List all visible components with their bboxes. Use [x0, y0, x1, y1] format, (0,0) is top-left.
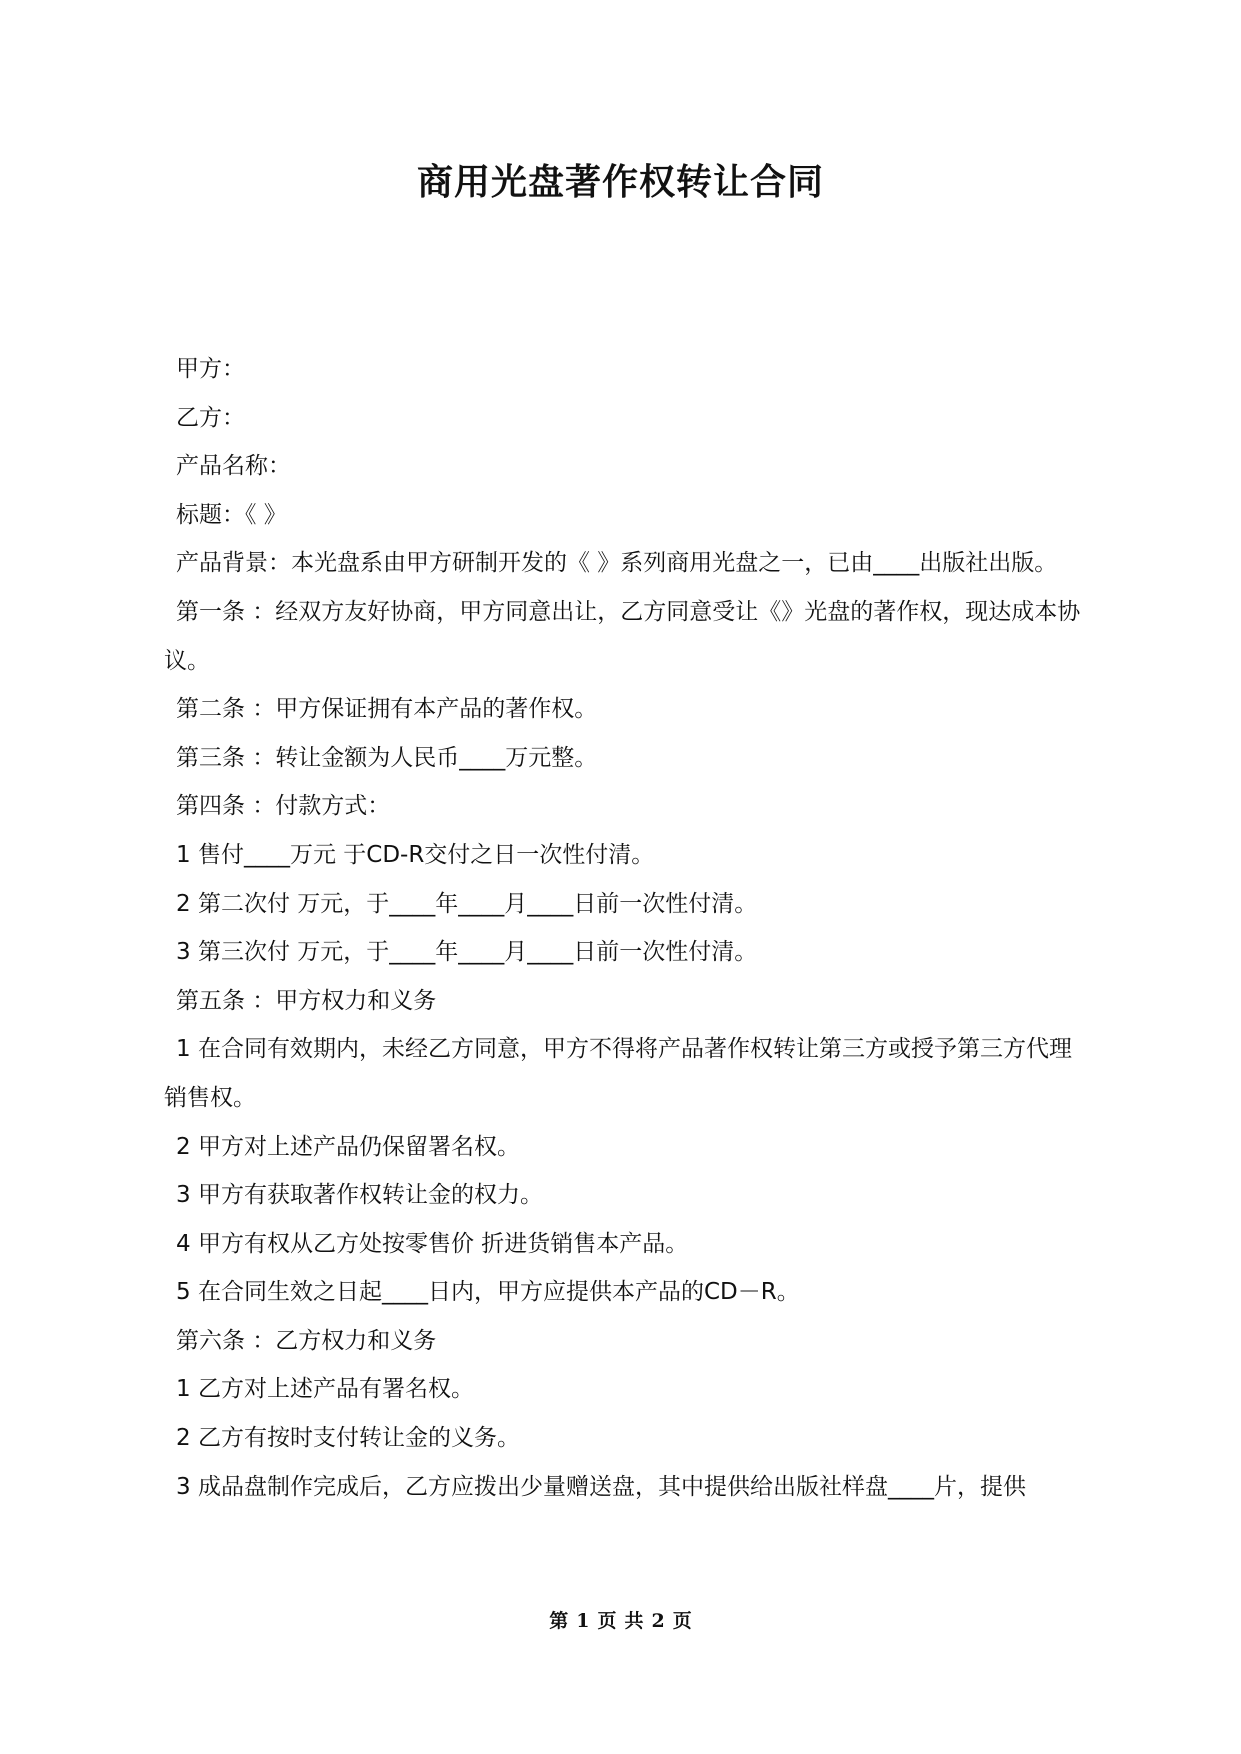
article-6-item-3: 3 成品盘制作完成后，乙方应拨出少量赠送盘，其中提供给出版社样盘____片，提供 — [176, 1473, 1026, 1500]
article-4-heading: 第四条 ：付款方式： — [176, 793, 391, 820]
article-5-item-3: 3 甲方有获取著作权转让金的权力。 — [176, 1182, 543, 1209]
article-1-paragraph: 第一条 ：经双方友好协商，甲方同意出让，乙方同意受让《》光盘的著作权，现达成本协议。 — [164, 598, 1081, 674]
party-b-line: 乙方： — [176, 404, 245, 431]
document-title: 商用光盘著作权转让合同 — [416, 162, 824, 203]
article-5-heading: 第五条 ：甲方权力和义务 — [176, 987, 437, 1014]
product-background-paragraph: 产品背景：本光盘系由甲方研制开发的《 》系列商用光盘之一，已由____出版社出版。 — [176, 550, 1058, 577]
party-a-line: 甲方： — [176, 356, 245, 382]
article-5-item-1: 1 在合同有效期内，未经乙方同意，甲方不得将产品著作权转让第三方或授予第三方代理销售权。 — [164, 1036, 1072, 1111]
footer-label-page-unit: 页 — [597, 1610, 617, 1632]
article-4-item-2: 2 第二次付 万元，于____年____月____日前一次性付清。 — [176, 890, 758, 917]
article-3-paragraph: 第三条 ：转让金额为人民币____万元整。 — [176, 744, 598, 771]
article-5-item-2: 2 甲方对上述产品仍保留署名权。 — [176, 1133, 520, 1160]
footer-label-page: 第 — [549, 1610, 569, 1632]
article-6-item-1: 1 乙方对上述产品有署名权。 — [176, 1376, 474, 1403]
article-6-heading: 第六条 ：乙方权力和义务 — [176, 1327, 437, 1354]
article-5-item-4: 4 甲方有权从乙方处按零售价 折进货销售本产品。 — [176, 1230, 689, 1257]
footer-label-total: 共 — [624, 1610, 644, 1632]
page-footer — [0, 1606, 1241, 1633]
article-5-item-5: 5 在合同生效之日起____日内，甲方应提供本产品的CD－R。 — [176, 1279, 800, 1306]
article-2-paragraph: 第二条 ：甲方保证拥有本产品的著作权。 — [176, 696, 598, 723]
total-pages-number: 2 — [651, 1610, 665, 1632]
footer-label-total-unit: 页 — [672, 1610, 692, 1632]
article-4-item-3: 3 第三次付 万元，于____年____月____日前一次性付清。 — [176, 939, 758, 966]
article-6-item-2: 2 乙方有按时支付转让金的义务。 — [176, 1425, 520, 1452]
document-body — [164, 345, 1089, 1511]
product-name-line: 产品名称： — [176, 453, 291, 480]
product-title-line: 标题：《 》 — [176, 501, 287, 528]
article-4-item-1: 1 售付____万元 于CD-R交付之日一次性付清。 — [176, 841, 655, 868]
current-page-number: 1 — [576, 1610, 590, 1632]
